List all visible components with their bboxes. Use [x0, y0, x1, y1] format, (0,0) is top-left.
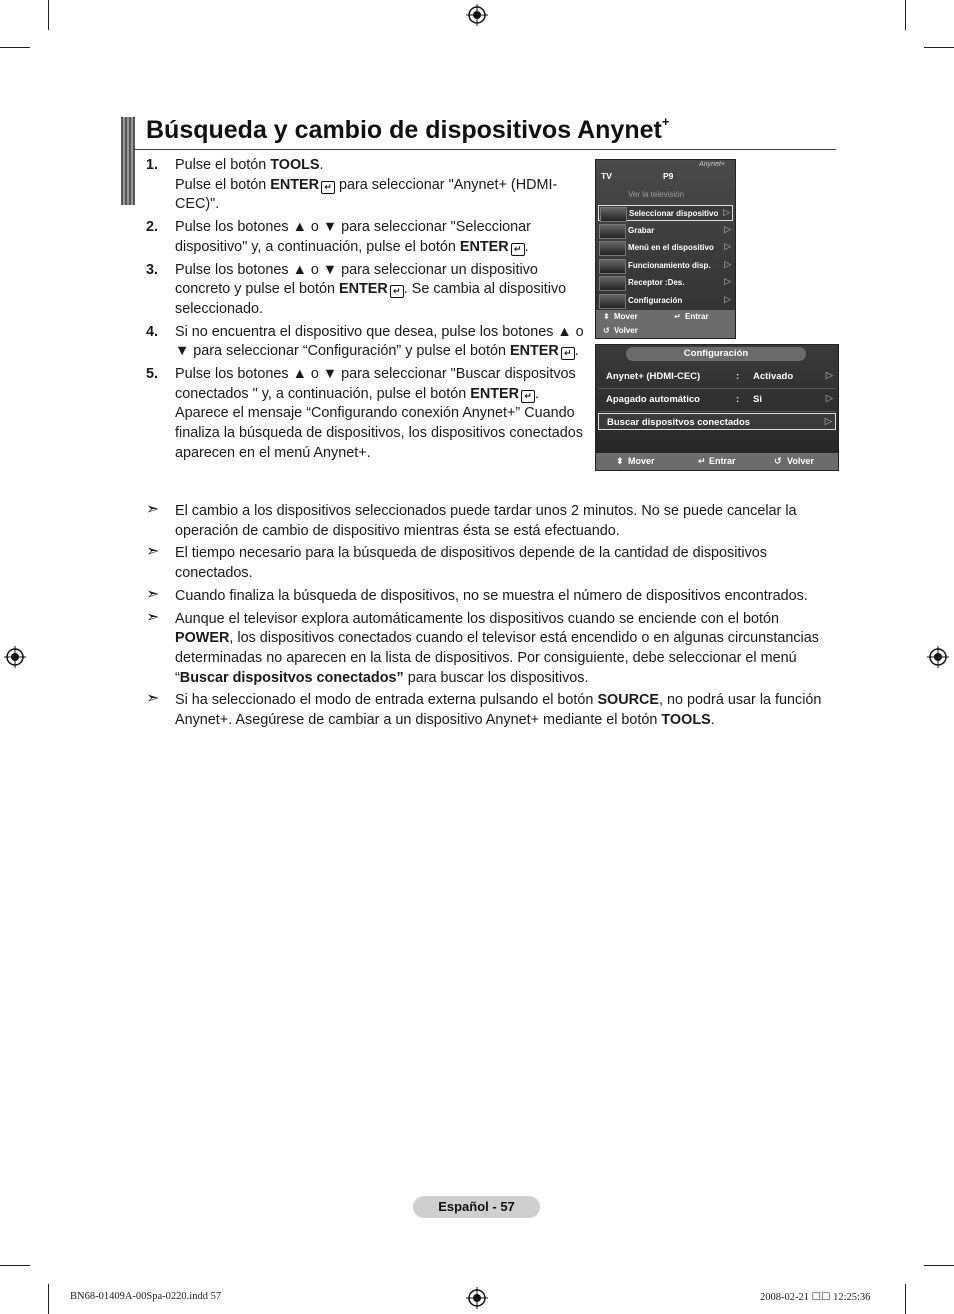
text-run: . — [574, 343, 579, 360]
step-item — [146, 218, 586, 257]
menu-item-label: Configuración — [628, 296, 683, 305]
enter-hint: Entrar — [709, 456, 736, 466]
osd-subtitle: Ver la televisión — [628, 190, 685, 199]
configuracion-menu-screen — [595, 344, 839, 471]
anynet-logo: Anynet+ — [699, 161, 725, 168]
text-run: El tiempo necesario para la búsqueda de dispositivos depende de la cantidad de dispositivos conectados. — [175, 545, 768, 582]
menu-item-label: Grabar — [628, 225, 655, 235]
setting-label: Anynet+ (HDMI-CEC) — [606, 371, 701, 382]
crop-mark — [48, 1284, 49, 1314]
move-hint: Mover — [628, 456, 655, 466]
crop-mark — [924, 1265, 954, 1266]
text-run: Pulse los botones ▲ o ▼ para seleccionar "Buscar dispositvos conectados " y, a continuación, pulse el botón — [175, 366, 576, 402]
bold-text: TOOLS — [270, 157, 320, 173]
setting-separator: : — [736, 371, 740, 382]
note-item — [146, 587, 840, 607]
text-run: Pulse los botones ▲ o ▼ para seleccionar un dispositivo concreto y pulse el botón — [175, 261, 538, 298]
menu-item-label: Funcionamiento disp. — [628, 260, 711, 270]
setting-separator: : — [736, 393, 740, 405]
setting-value: Si — [753, 393, 762, 405]
text-run: Aunque el televisor explora automáticamente los dispositivos cuando se enciende con el botón — [175, 610, 779, 627]
osd-menu-item[interactable] — [598, 240, 733, 256]
osd-source-label: TV — [601, 171, 612, 181]
note-arrow-icon: ➣ — [146, 543, 160, 561]
text-run: . — [535, 385, 540, 402]
arrow-right-icon: ▷ — [724, 294, 731, 304]
text-run: . — [710, 712, 715, 729]
note-arrow-icon: ➣ — [146, 608, 160, 626]
crop-mark — [905, 1284, 906, 1314]
back-icon: ↺ — [603, 326, 610, 335]
text-run: Si ha seleccionado el modo de entrada externa pulsando el botón — [175, 692, 598, 709]
arrow-right-icon: ▷ — [824, 416, 832, 427]
print-slug-left: BN68-01409A-00Spa-0220.indd 57 — [70, 1291, 222, 1302]
step-number: 5. — [146, 366, 159, 383]
step-number: 1. — [146, 157, 159, 173]
osd-menu-item[interactable] — [598, 258, 733, 274]
bold-text: POWER — [175, 630, 230, 647]
note-arrow-icon: ➣ — [146, 585, 160, 603]
enter-button-icon: ↵ — [521, 390, 535, 403]
text-run: Cuando finaliza la búsqueda de dispositivos, no se muestra el número de dispositivos encontrados. — [175, 587, 808, 604]
menu-item-label: Menú en el dispositivo — [628, 243, 714, 253]
menu-item-label: Receptor :Des. — [628, 278, 685, 288]
registration-mark-icon — [4, 646, 26, 668]
instruction-steps — [146, 156, 586, 467]
osd-menu-item[interactable] — [598, 275, 733, 291]
menu-item-thumbnail-icon — [599, 276, 626, 291]
enter-button-icon: ↵ — [511, 243, 525, 256]
registration-mark-icon — [927, 646, 949, 668]
crop-mark — [0, 1265, 30, 1266]
arrow-right-icon: ▷ — [724, 258, 731, 269]
anynet-menu-screen — [595, 159, 736, 339]
text-run: Pulse los botones ▲ o ▼ para seleccionar "Seleccionar dispositivo" y, a continuación, pulse el botón — [175, 219, 531, 255]
osd-footer — [596, 310, 735, 338]
bold-text: Buscar dispositvos conectados” — [179, 669, 404, 686]
updown-icon: ⬍ — [603, 312, 610, 321]
note-arrow-icon: ➣ — [146, 690, 160, 708]
bold-text: ENTER — [339, 281, 388, 298]
text-run: para buscar los dispositivos. — [403, 669, 589, 686]
crop-mark — [905, 0, 906, 30]
arrow-right-icon: ▷ — [724, 276, 731, 287]
menu-item-thumbnail-icon — [599, 294, 626, 309]
text-run: El cambio a los dispositivos seleccionados puede tardar unos 2 minutos. No se puede cancelar la operación de cambio de dispositivo mientras ésta se está efectuando. — [175, 503, 797, 539]
osd-setting-row[interactable] — [598, 368, 836, 385]
text-run: Pulse el botón — [175, 157, 271, 173]
arrow-right-icon: ▷ — [825, 392, 833, 404]
updown-icon: ⬍ — [616, 456, 624, 466]
osd-header — [596, 160, 735, 186]
menu-item-thumbnail-icon — [599, 224, 626, 239]
enter-icon: ↵ — [674, 312, 681, 321]
row-divider — [598, 388, 836, 389]
move-hint: Mover — [614, 312, 638, 321]
text-run: , no podrá usar la función Anynet+. Asegúrese de cambiar a un dispositivo Anynet+ mediante el botón — [175, 692, 822, 729]
menu-item-thumbnail-icon — [599, 259, 626, 274]
title-rule — [135, 149, 836, 150]
setting-label: Buscar dispositvos conectados — [607, 417, 751, 428]
bold-text: ENTER — [270, 176, 319, 193]
setting-value: Activado — [753, 371, 794, 382]
notes-list — [146, 502, 840, 734]
bold-text: ENTER — [510, 343, 559, 360]
text-run: Si no encuentra el dispositivo que desea, pulse los botones ▲ o ▼ para seleccionar “Configuración” y pulse el botón — [175, 323, 584, 360]
back-icon: ↺ — [774, 456, 782, 466]
menu-item-thumbnail-icon — [599, 241, 626, 256]
crop-mark — [48, 0, 49, 30]
crop-mark — [924, 47, 954, 48]
osd-setting-row[interactable] — [598, 391, 836, 408]
note-item — [146, 610, 840, 689]
text-run: . — [524, 238, 529, 255]
arrow-right-icon: ▷ — [724, 223, 731, 234]
note-item — [146, 544, 840, 583]
back-hint: Volver — [787, 456, 814, 466]
osd-channel-label: P9 — [663, 171, 674, 181]
step-item — [146, 156, 586, 215]
text-run: . — [319, 157, 324, 173]
text-run: Aparece el mensaje “Configurando conexión Anynet+” Cuando finaliza la búsqueda de dispositivos, los dispositivos conectados aparecen en el menú Anynet+. — [175, 405, 583, 461]
osd-setting-row[interactable] — [598, 413, 836, 430]
enter-button-icon: ↵ — [561, 347, 575, 360]
step-item — [146, 365, 586, 464]
enter-icon: ↵ — [698, 456, 706, 466]
print-slug-right: 2008-02-21 ☐☐ 12:25:36 — [760, 1292, 871, 1303]
step-item — [146, 323, 586, 362]
step-number: 3. — [146, 261, 159, 278]
bold-text: SOURCE — [597, 692, 660, 709]
text-run: . Se cambia al dispositivo seleccionado. — [175, 281, 567, 317]
step-number: 2. — [146, 219, 159, 236]
bold-text: ENTER — [470, 385, 520, 402]
osd-header: Configuración — [626, 347, 806, 361]
osd-menu-item[interactable] — [598, 293, 733, 309]
title-accent-bar — [121, 117, 135, 205]
menu-item-label: Seleccionar dispositivo — [629, 209, 719, 218]
crop-mark — [0, 47, 30, 48]
registration-mark-icon — [466, 4, 488, 26]
page-title: Búsqueda y cambio de dispositivos Anynet+ — [146, 114, 670, 144]
arrow-right-icon: ▷ — [723, 207, 730, 217]
text-run: para seleccionar "Anynet+ (HDMI-CEC)". — [175, 176, 558, 213]
note-arrow-icon: ➣ — [146, 501, 160, 518]
bold-text: TOOLS — [661, 712, 711, 729]
text-run: Pulse el botón — [175, 176, 271, 193]
bold-text: ENTER — [459, 238, 509, 255]
note-item — [146, 691, 840, 730]
registration-mark-icon — [466, 1287, 488, 1309]
osd-menu-item[interactable] — [598, 223, 733, 239]
enter-button-icon: ↵ — [390, 285, 404, 298]
text-run: , los dispositivos conectados cuando el televisor está encendido o en algunas circunstancias determinadas no aparecen en la lista de dispositivos. Por consiguiente, debe seleccionar el menú “ — [175, 630, 819, 686]
osd-menu-item[interactable] — [598, 205, 733, 221]
arrow-right-icon: ▷ — [825, 370, 833, 381]
step-number: 4. — [146, 323, 159, 340]
enter-button-icon: ↵ — [321, 181, 335, 194]
menu-item-thumbnail-icon — [600, 207, 627, 222]
enter-hint: Entrar — [685, 312, 709, 321]
step-item — [146, 261, 586, 320]
arrow-right-icon: ▷ — [724, 241, 731, 252]
note-item — [146, 502, 840, 541]
row-divider — [598, 411, 836, 412]
osd-footer — [596, 453, 838, 470]
setting-label: Apagado automático — [606, 393, 700, 405]
back-hint: Volver — [614, 326, 638, 335]
page-number: Español - 57 — [413, 1196, 540, 1218]
